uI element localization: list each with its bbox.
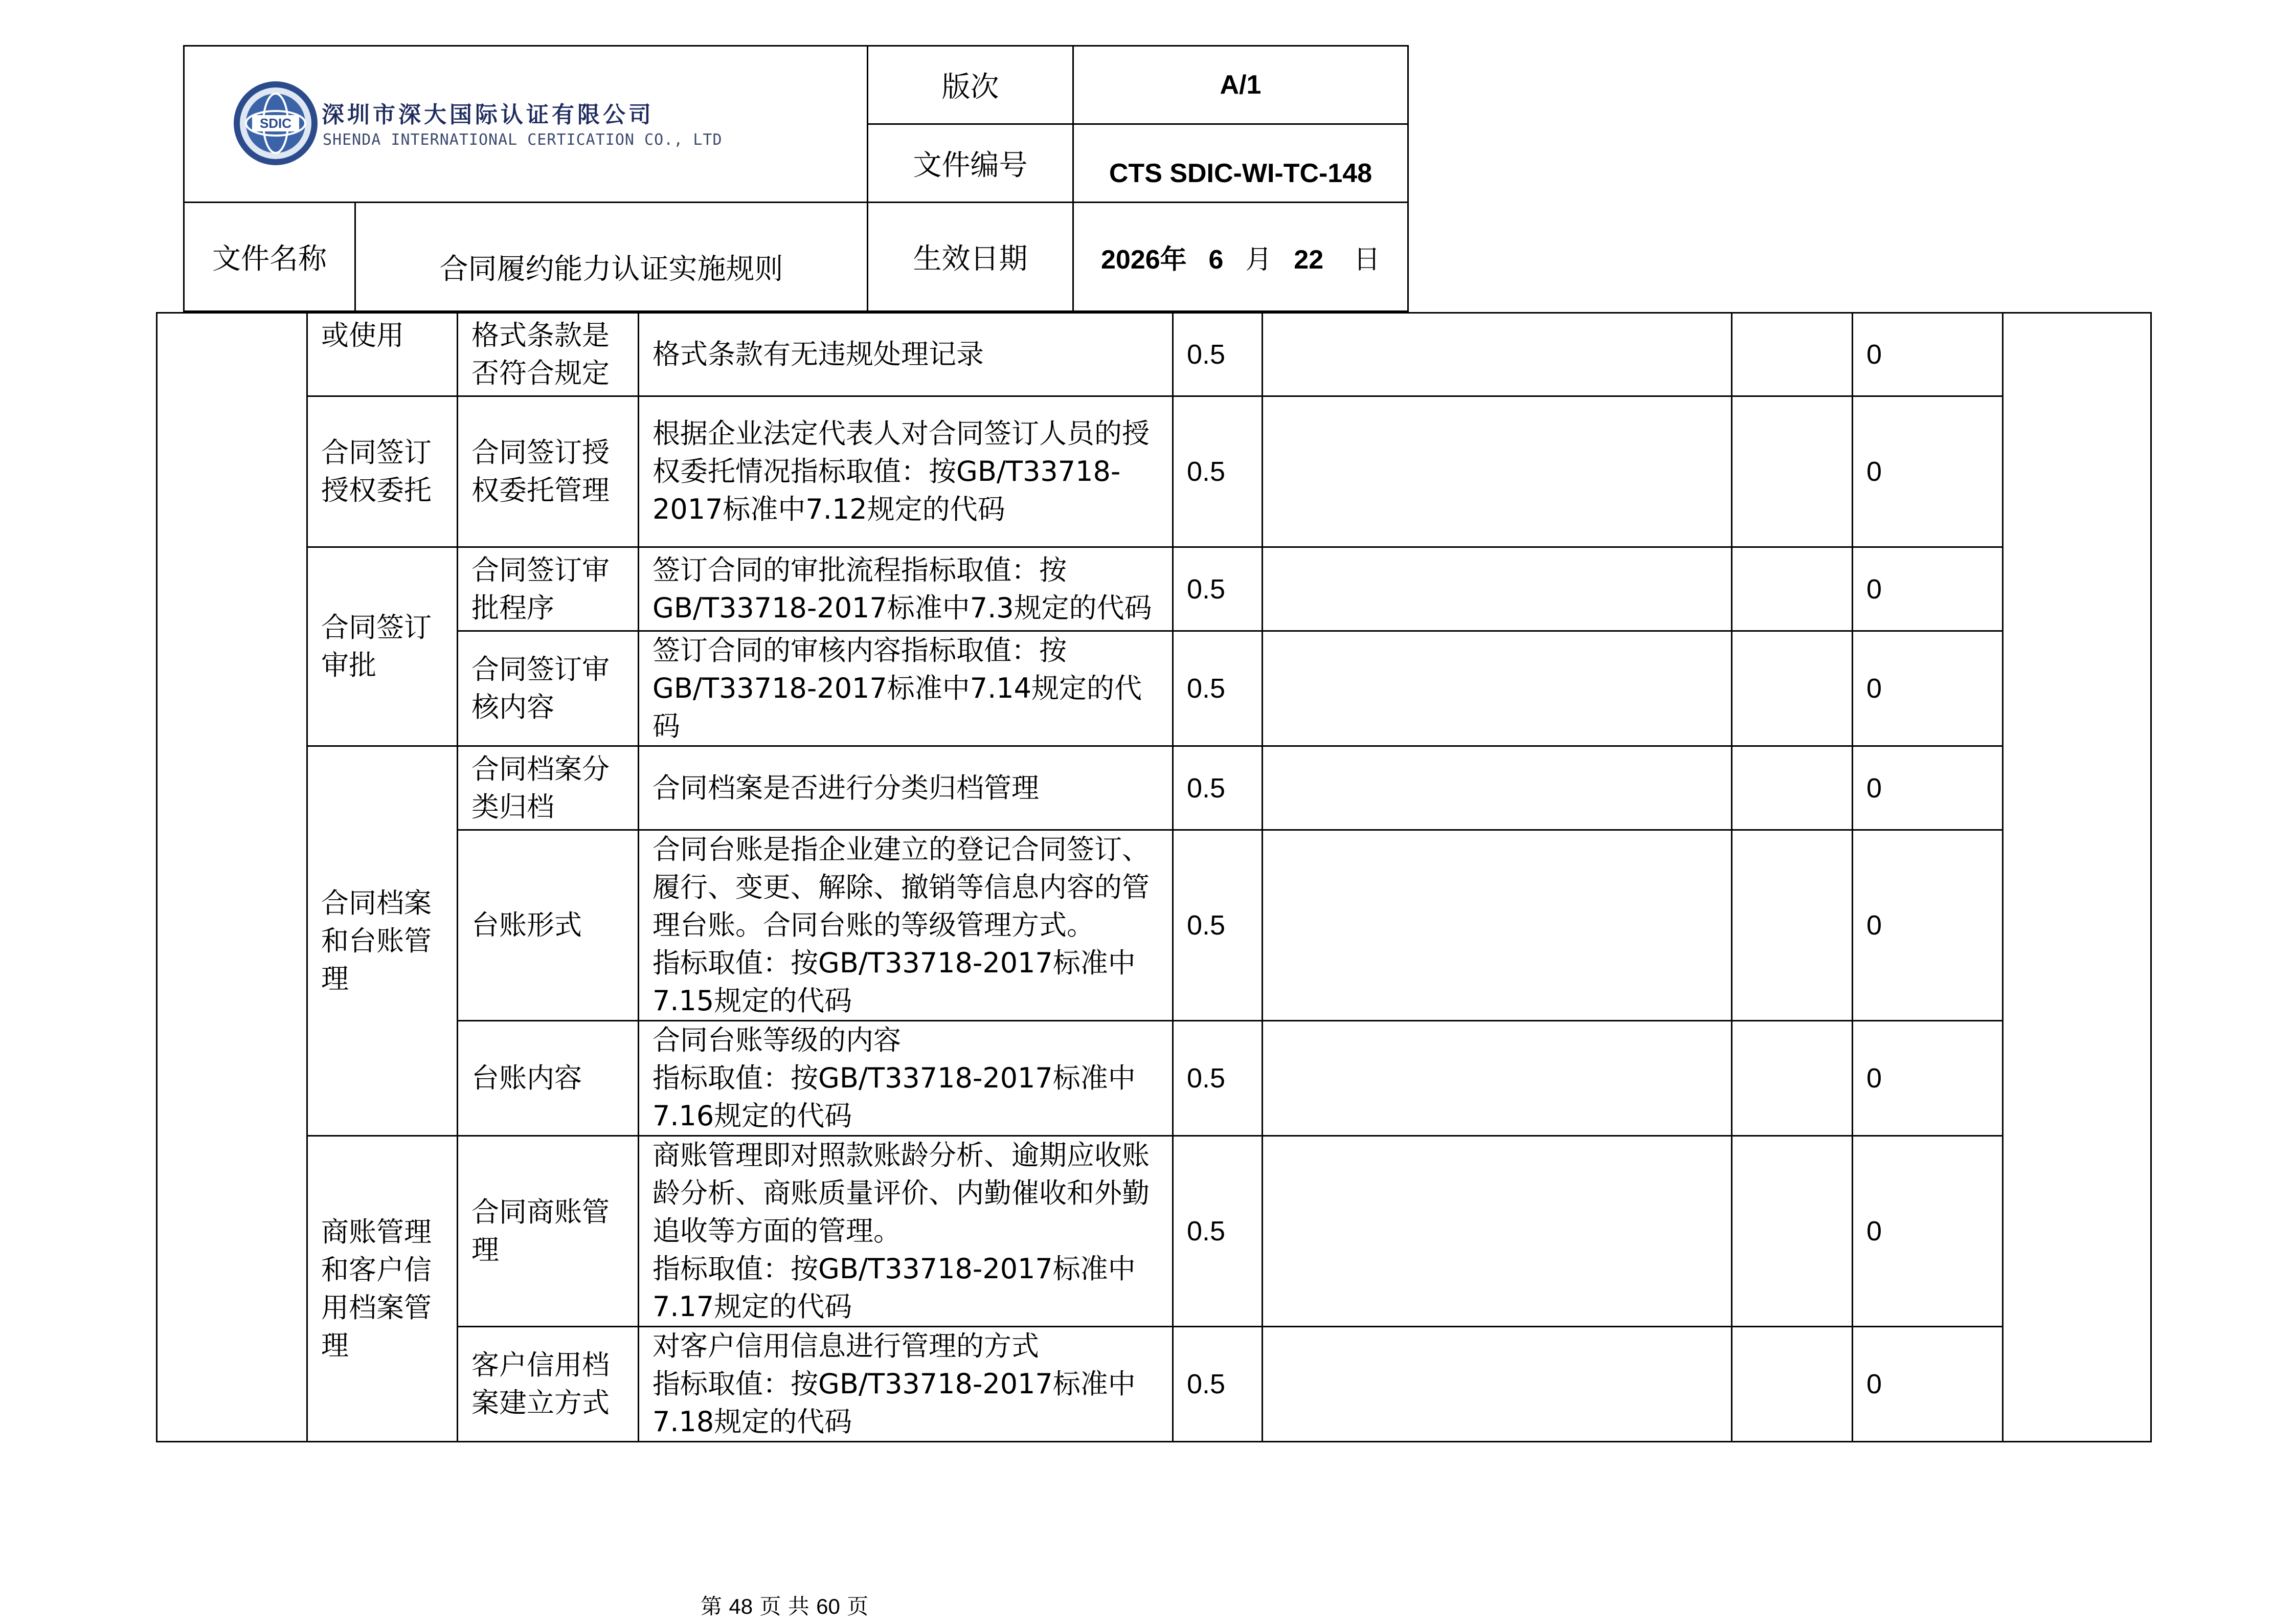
effective-date-label: 生效日期 [868,203,1073,312]
remark-cell [2003,313,2151,1442]
blank-cell [1263,830,1732,1021]
effective-date-value [1073,203,1408,312]
desc-cell: 根据企业法定代表人对合同签订人员的授权委托情况指标取值：按GB/T33718-2017标准中7.12规定的代码 [639,396,1173,547]
assessment-table [156,312,2152,1442]
group-cell: 合同签订审批 [307,547,458,746]
table-row [157,746,2151,830]
blank-cell [1263,1327,1732,1442]
result-cell: 0 [1853,746,2003,830]
group-cell: 或使用 [307,313,458,396]
effective-month: 6 [1208,244,1224,275]
document-header [183,45,1409,312]
score-cell: 0.5 [1173,547,1263,631]
company-logo-cell [184,46,868,203]
blank-cell [1263,396,1732,547]
blank-cell [1732,830,1853,1021]
score-cell: 0.5 [1173,830,1263,1021]
footer-mid: 页 共 [759,1594,809,1619]
blank-cell [1263,1136,1732,1327]
blank-cell [1263,313,1732,396]
result-cell: 0 [1853,631,2003,746]
group-cell: 合同档案和台账管理 [307,746,458,1136]
footer-suffix: 页 [847,1594,869,1619]
svg-text:SDIC: SDIC [259,115,292,131]
doc-name-value: 合同履约能力认证实施规则 [355,203,868,312]
table-row [157,1136,2151,1327]
item-cell: 合同签订审核内容 [458,631,639,746]
effective-day-unit: 日 [1354,244,1381,275]
blank-cell [1732,1327,1853,1442]
blank-cell [1732,547,1853,631]
version-label: 版次 [868,46,1073,124]
desc-cell [639,830,1173,1021]
score-cell: 0.5 [1173,746,1263,830]
item-cell: 格式条款是否符合规定 [458,313,639,396]
result-cell: 0 [1853,1136,2003,1327]
result-cell: 0 [1853,313,2003,396]
footer-page-number: 48 [729,1594,753,1618]
group-cell: 商账管理和客户信用档案管理 [307,1136,458,1442]
company-name-en: SHENDA INTERNATIONAL CERTICATION CO., LTD [323,130,723,149]
doc-number-label: 文件编号 [868,124,1073,203]
doc-number-value: CTS SDIC-WI-TC-148 [1073,124,1408,203]
company-name-cn: 深圳市深大国际认证有限公司 [322,101,654,128]
desc-cell: 签订合同的审核内容指标取值：按GB/T33718-2017标准中7.14规定的代码 [639,631,1173,746]
desc-line: 商账管理即对照款账龄分析、逾期应收账龄分析、商账质量评价、内勤催收和外勤追收等方面的管理。 [652,1139,1150,1247]
blank-cell [1732,746,1853,830]
blank-cell [1732,396,1853,547]
result-cell: 0 [1853,396,2003,547]
score-cell: 0.5 [1173,1021,1263,1136]
score-cell: 0.5 [1173,631,1263,746]
desc-cell [639,1021,1173,1136]
score-cell: 0.5 [1173,1136,1263,1327]
item-cell: 合同签订授权委托管理 [458,396,639,547]
blank-cell [1732,1021,1853,1136]
blank-cell [1732,631,1853,746]
desc-cell: 合同档案是否进行分类归档管理 [639,746,1173,830]
group-cell: 合同签订授权委托 [307,396,458,547]
desc-line: 对客户信用信息进行管理的方式 [652,1330,1039,1362]
table-row [157,313,2151,396]
footer-prefix: 第 [701,1594,723,1619]
table-row [157,396,2151,547]
desc-cell [639,1136,1173,1327]
effective-year: 2026年 [1100,244,1187,275]
desc-line: 合同台账等级的内容 [652,1024,901,1056]
desc-line: 合同台账是指企业建立的登记合同签订、履行、变更、解除、撤销等信息内容的管理台账。合同台账的等级管理方式。 [652,833,1150,941]
company-seal-icon [232,79,320,167]
version-value: A/1 [1073,46,1408,124]
footer-total-pages: 60 [816,1594,840,1618]
score-cell: 0.5 [1173,313,1263,396]
item-cell: 合同商账管理 [458,1136,639,1327]
desc-line: 指标取值：按GB/T33718-2017标准中7.15规定的代码 [652,947,1136,1017]
result-cell: 0 [1853,547,2003,631]
desc-cell [639,1327,1173,1442]
score-cell: 0.5 [1173,1327,1263,1442]
desc-line: 指标取值：按GB/T33718-2017标准中7.17规定的代码 [652,1253,1136,1323]
desc-cell: 签订合同的审批流程指标取值：按GB/T33718-2017标准中7.3规定的代码 [639,547,1173,631]
blank-cell [1263,1021,1732,1136]
desc-line: 指标取值：按GB/T33718-2017标准中7.18规定的代码 [652,1368,1136,1438]
doc-name-label: 文件名称 [184,203,355,312]
score-cell: 0.5 [1173,396,1263,547]
category-cell [157,313,307,1442]
item-cell: 客户信用档案建立方式 [458,1327,639,1442]
desc-line: 指标取值：按GB/T33718-2017标准中7.16规定的代码 [652,1062,1136,1132]
result-cell: 0 [1853,1021,2003,1136]
blank-cell [1263,746,1732,830]
item-cell: 台账形式 [458,830,639,1021]
item-cell: 合同签订审批程序 [458,547,639,631]
page-footer [701,1590,868,1620]
effective-day: 22 [1294,244,1324,275]
blank-cell [1263,631,1732,746]
item-cell: 台账内容 [458,1021,639,1136]
blank-cell [1732,313,1853,396]
item-cell: 合同档案分类归档 [458,746,639,830]
blank-cell [1732,1136,1853,1327]
effective-month-unit: 月 [1245,244,1272,275]
result-cell: 0 [1853,1327,2003,1442]
desc-cell: 格式条款有无违规处理记录 [639,313,1173,396]
blank-cell [1263,547,1732,631]
table-row [157,547,2151,631]
result-cell: 0 [1853,830,2003,1021]
